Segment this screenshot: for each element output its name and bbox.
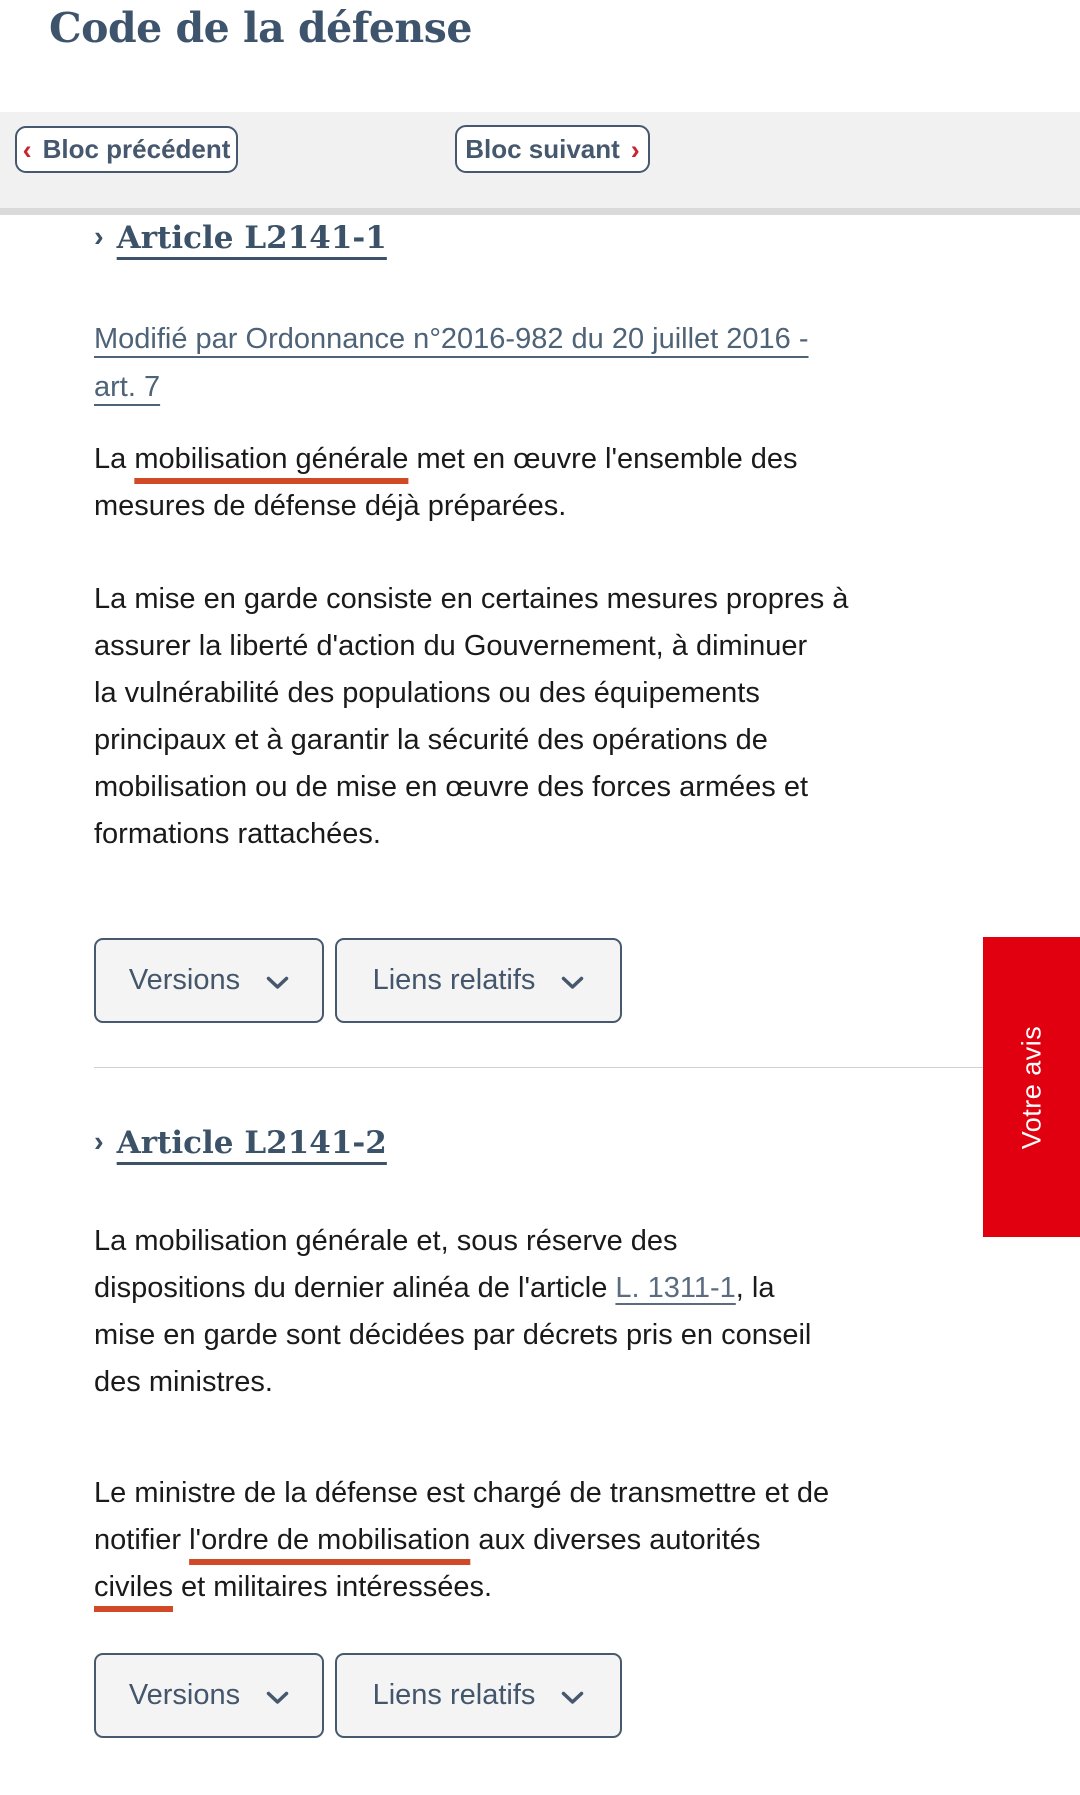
text-line xyxy=(94,1470,886,1517)
text-segment: formations rattachées. xyxy=(94,818,381,850)
article-title-link[interactable]: Article L2141-1 xyxy=(116,220,387,256)
definition-link[interactable]: l'ordre de mobilisation xyxy=(189,1524,471,1556)
article-title-link[interactable]: Article L2141-2 xyxy=(116,1125,387,1161)
text-line xyxy=(94,1359,886,1406)
text-segment: met en œuvre l'ensemble des xyxy=(408,443,798,475)
text-segment: La xyxy=(94,443,135,475)
article-heading-l2141-1[interactable] xyxy=(94,220,886,256)
text-line xyxy=(94,363,886,411)
text-line xyxy=(94,1265,886,1312)
article-ref-link[interactable]: L. 1311-1 xyxy=(615,1272,736,1304)
article-heading-l2141-2[interactable] xyxy=(94,1125,886,1161)
votre-avis-label: Votre avis xyxy=(1016,1025,1046,1149)
text-line xyxy=(94,315,886,363)
versions-button[interactable] xyxy=(94,938,324,1023)
chevron-down-icon xyxy=(561,1691,584,1705)
versions-button-label: Versions xyxy=(128,1679,241,1711)
block-nav-bar xyxy=(0,112,1080,215)
text-segment: art. 7 xyxy=(94,371,161,403)
liens-relatifs-button[interactable] xyxy=(335,1653,622,1738)
text-line xyxy=(94,483,886,530)
text-segment: des ministres. xyxy=(94,1366,273,1398)
chevron-right-icon: › xyxy=(630,134,640,165)
text-segment: La mise en garde consiste en certaines mesures propres à xyxy=(94,583,849,615)
text-line xyxy=(94,623,886,670)
liens-relatifs-button-label: Liens relatifs xyxy=(372,1679,536,1711)
text-line xyxy=(94,576,886,623)
text-segment: et militaires intéressées. xyxy=(172,1571,493,1603)
votre-avis-tab[interactable] xyxy=(983,937,1080,1237)
text-line xyxy=(94,436,886,483)
text-line xyxy=(94,1564,886,1611)
liens-relatifs-button-label: Liens relatifs xyxy=(372,964,536,996)
article-actions-row xyxy=(94,938,886,1023)
chevron-left-icon: ‹ xyxy=(22,135,32,165)
prev-block-button[interactable] xyxy=(15,126,238,173)
chevron-right-icon: › xyxy=(94,1126,104,1158)
next-block-label: Bloc suivant xyxy=(465,133,620,164)
text-line xyxy=(94,1218,886,1265)
definition-link[interactable]: civiles xyxy=(94,1571,173,1603)
article-paragraph xyxy=(94,1218,886,1406)
page-title: Code de la défense xyxy=(49,4,472,52)
article-section-l2141-2 xyxy=(94,1125,886,1738)
article-actions-row xyxy=(94,1653,886,1738)
text-segment: La mobilisation générale et, sous réserve des xyxy=(94,1225,678,1257)
text-line xyxy=(94,717,886,764)
articles-content xyxy=(94,215,886,1738)
text-segment: Le ministre de la défense est chargé de transmettre et de xyxy=(94,1477,830,1509)
text-segment: mise en garde sont décidées par décrets pris en conseil xyxy=(94,1319,812,1351)
versions-button[interactable] xyxy=(94,1653,324,1738)
chevron-down-icon xyxy=(561,976,584,990)
text-line xyxy=(94,811,886,858)
text-segment: mesures de défense déjà préparées. xyxy=(94,490,567,522)
text-segment: mobilisation ou de mise en œuvre des forces armées et xyxy=(94,771,809,803)
article-paragraph xyxy=(94,436,886,530)
article-paragraph xyxy=(94,1470,886,1611)
liens-relatifs-button[interactable] xyxy=(335,938,622,1023)
text-segment: la vulnérabilité des populations ou des équipements xyxy=(94,677,760,709)
article-section-l2141-1 xyxy=(94,220,886,1023)
prev-block-label: Bloc précédent xyxy=(42,134,231,164)
text-segment: , la xyxy=(735,1272,775,1304)
text-segment: dispositions du dernier alinéa de l'article xyxy=(94,1272,616,1304)
chevron-down-icon xyxy=(266,976,289,990)
modified-by-link[interactable] xyxy=(94,315,886,411)
article-divider xyxy=(94,1067,983,1068)
text-segment: Modifié par Ordonnance n°2016-982 du 20 juillet 2016 - xyxy=(94,323,809,355)
text-segment: notifier xyxy=(94,1524,190,1556)
text-segment: principaux et à garantir la sécurité des opérations de xyxy=(94,724,768,756)
text-line xyxy=(94,1312,886,1359)
text-line xyxy=(94,1517,886,1564)
next-block-button[interactable] xyxy=(455,125,650,173)
chevron-down-icon xyxy=(266,1691,289,1705)
chevron-right-icon: › xyxy=(94,221,104,253)
text-line xyxy=(94,670,886,717)
text-line xyxy=(94,764,886,811)
text-segment: assurer la liberté d'action du Gouvernement, à diminuer xyxy=(94,630,808,662)
text-segment: aux diverses autorités xyxy=(470,1524,761,1556)
versions-button-label: Versions xyxy=(128,964,241,996)
definition-link[interactable]: mobilisation générale xyxy=(134,443,409,475)
article-paragraph xyxy=(94,576,886,858)
